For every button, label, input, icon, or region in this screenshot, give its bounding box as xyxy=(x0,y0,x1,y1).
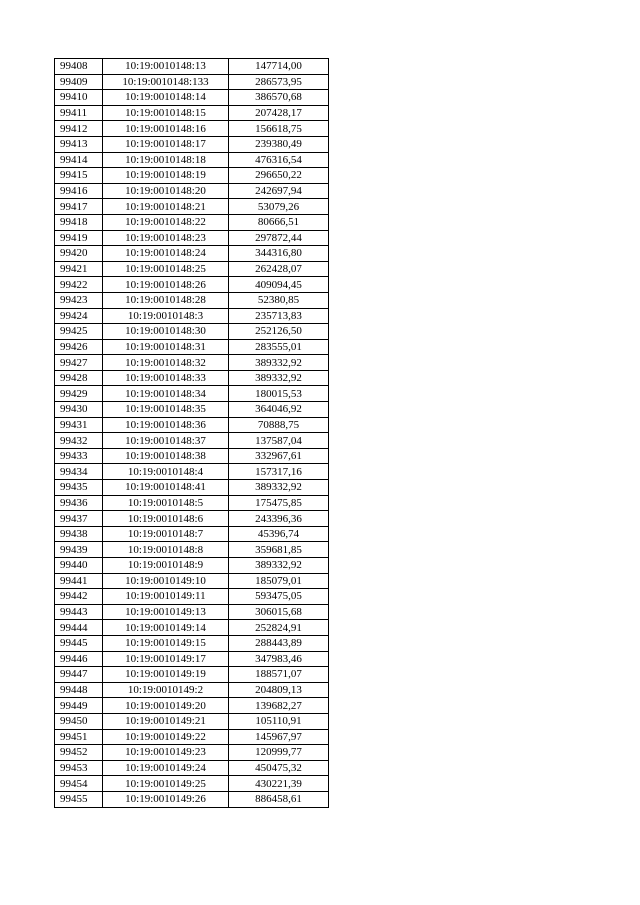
cadastral-number-cell: 10:19:0010148:16 xyxy=(103,121,229,137)
table-row xyxy=(55,277,329,293)
cadastral-number-cell: 10:19:0010148:32 xyxy=(103,355,229,371)
value-cell: 45396,74 xyxy=(229,526,329,542)
value-cell: 180015,53 xyxy=(229,386,329,402)
value-cell: 450475,32 xyxy=(229,760,329,776)
table-row xyxy=(55,433,329,449)
row-number-cell: 99450 xyxy=(55,713,103,729)
cadastral-number-cell: 10:19:0010149:23 xyxy=(103,745,229,761)
table-row xyxy=(55,230,329,246)
value-cell: 145967,97 xyxy=(229,729,329,745)
value-cell: 386570,68 xyxy=(229,90,329,106)
value-cell: 53079,26 xyxy=(229,199,329,215)
row-number-cell: 99419 xyxy=(55,230,103,246)
value-cell: 207428,17 xyxy=(229,105,329,121)
table-row xyxy=(55,152,329,168)
row-number-cell: 99445 xyxy=(55,635,103,651)
row-number-cell: 99434 xyxy=(55,464,103,480)
table-row xyxy=(55,620,329,636)
row-number-cell: 99447 xyxy=(55,667,103,683)
value-cell: 476316,54 xyxy=(229,152,329,168)
table-row xyxy=(55,526,329,542)
table-row xyxy=(55,604,329,620)
value-cell: 137587,04 xyxy=(229,433,329,449)
value-cell: 389332,92 xyxy=(229,370,329,386)
row-number-cell: 99443 xyxy=(55,604,103,620)
table-row xyxy=(55,292,329,308)
value-cell: 430221,39 xyxy=(229,776,329,792)
row-number-cell: 99436 xyxy=(55,495,103,511)
cadastral-number-cell: 10:19:0010148:5 xyxy=(103,495,229,511)
row-number-cell: 99422 xyxy=(55,277,103,293)
value-cell: 175475,85 xyxy=(229,495,329,511)
table-row xyxy=(55,105,329,121)
table-row xyxy=(55,573,329,589)
value-cell: 347983,46 xyxy=(229,651,329,667)
value-cell: 243396,36 xyxy=(229,511,329,527)
row-number-cell: 99416 xyxy=(55,183,103,199)
value-cell: 80666,51 xyxy=(229,214,329,230)
cadastral-number-cell: 10:19:0010148:6 xyxy=(103,511,229,527)
cadastral-number-cell: 10:19:0010148:23 xyxy=(103,230,229,246)
value-cell: 70888,75 xyxy=(229,417,329,433)
table-row xyxy=(55,495,329,511)
value-cell: 185079,01 xyxy=(229,573,329,589)
table-row xyxy=(55,417,329,433)
cadastral-number-cell: 10:19:0010148:37 xyxy=(103,433,229,449)
row-number-cell: 99428 xyxy=(55,370,103,386)
table-row xyxy=(55,90,329,106)
data-table xyxy=(54,58,329,808)
cadastral-number-cell: 10:19:0010148:13 xyxy=(103,59,229,75)
row-number-cell: 99430 xyxy=(55,402,103,418)
row-number-cell: 99439 xyxy=(55,542,103,558)
value-cell: 252824,91 xyxy=(229,620,329,636)
cadastral-number-cell: 10:19:0010149:25 xyxy=(103,776,229,792)
cadastral-number-cell: 10:19:0010148:21 xyxy=(103,199,229,215)
row-number-cell: 99444 xyxy=(55,620,103,636)
value-cell: 52380,85 xyxy=(229,292,329,308)
value-cell: 262428,07 xyxy=(229,261,329,277)
value-cell: 120999,77 xyxy=(229,745,329,761)
row-number-cell: 99418 xyxy=(55,214,103,230)
value-cell: 204809,13 xyxy=(229,682,329,698)
cadastral-number-cell: 10:19:0010148:25 xyxy=(103,261,229,277)
row-number-cell: 99437 xyxy=(55,511,103,527)
table-row xyxy=(55,370,329,386)
table-row xyxy=(55,651,329,667)
row-number-cell: 99424 xyxy=(55,308,103,324)
cadastral-number-cell: 10:19:0010148:22 xyxy=(103,214,229,230)
table-row xyxy=(55,667,329,683)
table-body xyxy=(55,59,329,808)
cadastral-number-cell: 10:19:0010148:3 xyxy=(103,308,229,324)
table-row xyxy=(55,791,329,807)
table-row xyxy=(55,760,329,776)
table-row xyxy=(55,59,329,75)
cadastral-number-cell: 10:19:0010148:9 xyxy=(103,558,229,574)
value-cell: 157317,16 xyxy=(229,464,329,480)
value-cell: 389332,92 xyxy=(229,558,329,574)
cadastral-number-cell: 10:19:0010148:19 xyxy=(103,168,229,184)
value-cell: 288443,89 xyxy=(229,635,329,651)
value-cell: 886458,61 xyxy=(229,791,329,807)
value-cell: 296650,22 xyxy=(229,168,329,184)
value-cell: 332967,61 xyxy=(229,448,329,464)
table-row xyxy=(55,246,329,262)
value-cell: 147714,00 xyxy=(229,59,329,75)
value-cell: 359681,85 xyxy=(229,542,329,558)
table-row xyxy=(55,121,329,137)
value-cell: 283555,01 xyxy=(229,339,329,355)
row-number-cell: 99435 xyxy=(55,480,103,496)
cadastral-number-cell: 10:19:0010149:14 xyxy=(103,620,229,636)
value-cell: 235713,83 xyxy=(229,308,329,324)
cadastral-number-cell: 10:19:0010149:20 xyxy=(103,698,229,714)
value-cell: 364046,92 xyxy=(229,402,329,418)
value-cell: 286573,95 xyxy=(229,74,329,90)
cadastral-number-cell: 10:19:0010148:20 xyxy=(103,183,229,199)
cadastral-number-cell: 10:19:0010148:7 xyxy=(103,526,229,542)
cadastral-number-cell: 10:19:0010148:4 xyxy=(103,464,229,480)
cadastral-number-cell: 10:19:0010148:17 xyxy=(103,136,229,152)
value-cell: 188571,07 xyxy=(229,667,329,683)
value-cell: 156618,75 xyxy=(229,121,329,137)
row-number-cell: 99426 xyxy=(55,339,103,355)
table-row xyxy=(55,729,329,745)
table-row xyxy=(55,464,329,480)
table-row xyxy=(55,214,329,230)
row-number-cell: 99454 xyxy=(55,776,103,792)
row-number-cell: 99429 xyxy=(55,386,103,402)
row-number-cell: 99441 xyxy=(55,573,103,589)
table-row xyxy=(55,136,329,152)
table-row xyxy=(55,402,329,418)
cadastral-number-cell: 10:19:0010148:35 xyxy=(103,402,229,418)
cadastral-number-cell: 10:19:0010148:38 xyxy=(103,448,229,464)
value-cell: 344316,80 xyxy=(229,246,329,262)
cadastral-number-cell: 10:19:0010148:31 xyxy=(103,339,229,355)
cadastral-number-cell: 10:19:0010148:34 xyxy=(103,386,229,402)
table-row xyxy=(55,183,329,199)
value-cell: 409094,45 xyxy=(229,277,329,293)
cadastral-number-cell: 10:19:0010148:8 xyxy=(103,542,229,558)
cadastral-number-cell: 10:19:0010149:21 xyxy=(103,713,229,729)
value-cell: 252126,50 xyxy=(229,324,329,340)
row-number-cell: 99420 xyxy=(55,246,103,262)
table-row xyxy=(55,199,329,215)
value-cell: 389332,92 xyxy=(229,480,329,496)
row-number-cell: 99413 xyxy=(55,136,103,152)
row-number-cell: 99452 xyxy=(55,745,103,761)
table-row xyxy=(55,324,329,340)
table-row xyxy=(55,589,329,605)
table-row xyxy=(55,698,329,714)
table-row xyxy=(55,448,329,464)
cadastral-number-cell: 10:19:0010149:11 xyxy=(103,589,229,605)
table-row xyxy=(55,480,329,496)
row-number-cell: 99455 xyxy=(55,791,103,807)
cadastral-number-cell: 10:19:0010149:17 xyxy=(103,651,229,667)
cadastral-number-cell: 10:19:0010149:10 xyxy=(103,573,229,589)
cadastral-number-cell: 10:19:0010149:22 xyxy=(103,729,229,745)
table-row xyxy=(55,542,329,558)
cadastral-number-cell: 10:19:0010148:28 xyxy=(103,292,229,308)
value-cell: 239380,49 xyxy=(229,136,329,152)
row-number-cell: 99449 xyxy=(55,698,103,714)
row-number-cell: 99425 xyxy=(55,324,103,340)
cadastral-number-cell: 10:19:0010148:41 xyxy=(103,480,229,496)
table-row xyxy=(55,776,329,792)
value-cell: 306015,68 xyxy=(229,604,329,620)
row-number-cell: 99438 xyxy=(55,526,103,542)
row-number-cell: 99415 xyxy=(55,168,103,184)
value-cell: 105110,91 xyxy=(229,713,329,729)
cadastral-number-cell: 10:19:0010149:2 xyxy=(103,682,229,698)
table-row xyxy=(55,74,329,90)
table-row xyxy=(55,558,329,574)
cadastral-number-cell: 10:19:0010148:26 xyxy=(103,277,229,293)
row-number-cell: 99448 xyxy=(55,682,103,698)
cadastral-number-cell: 10:19:0010148:18 xyxy=(103,152,229,168)
row-number-cell: 99431 xyxy=(55,417,103,433)
row-number-cell: 99408 xyxy=(55,59,103,75)
row-number-cell: 99451 xyxy=(55,729,103,745)
row-number-cell: 99427 xyxy=(55,355,103,371)
cadastral-number-cell: 10:19:0010149:26 xyxy=(103,791,229,807)
cadastral-number-cell: 10:19:0010148:133 xyxy=(103,74,229,90)
cadastral-number-cell: 10:19:0010149:19 xyxy=(103,667,229,683)
table-row xyxy=(55,635,329,651)
row-number-cell: 99453 xyxy=(55,760,103,776)
row-number-cell: 99412 xyxy=(55,121,103,137)
row-number-cell: 99442 xyxy=(55,589,103,605)
cadastral-number-cell: 10:19:0010149:15 xyxy=(103,635,229,651)
cadastral-number-cell: 10:19:0010148:24 xyxy=(103,246,229,262)
row-number-cell: 99421 xyxy=(55,261,103,277)
value-cell: 593475,05 xyxy=(229,589,329,605)
row-number-cell: 99423 xyxy=(55,292,103,308)
value-cell: 389332,92 xyxy=(229,355,329,371)
cadastral-number-cell: 10:19:0010149:24 xyxy=(103,760,229,776)
table-row xyxy=(55,355,329,371)
row-number-cell: 99411 xyxy=(55,105,103,121)
row-number-cell: 99433 xyxy=(55,448,103,464)
row-number-cell: 99417 xyxy=(55,199,103,215)
cadastral-number-cell: 10:19:0010148:15 xyxy=(103,105,229,121)
row-number-cell: 99414 xyxy=(55,152,103,168)
row-number-cell: 99410 xyxy=(55,90,103,106)
row-number-cell: 99446 xyxy=(55,651,103,667)
value-cell: 297872,44 xyxy=(229,230,329,246)
value-cell: 242697,94 xyxy=(229,183,329,199)
table-row xyxy=(55,261,329,277)
cadastral-number-cell: 10:19:0010149:13 xyxy=(103,604,229,620)
table-row xyxy=(55,386,329,402)
table-row xyxy=(55,308,329,324)
row-number-cell: 99432 xyxy=(55,433,103,449)
table-row xyxy=(55,511,329,527)
table-row xyxy=(55,745,329,761)
row-number-cell: 99409 xyxy=(55,74,103,90)
cadastral-number-cell: 10:19:0010148:14 xyxy=(103,90,229,106)
cadastral-number-cell: 10:19:0010148:33 xyxy=(103,370,229,386)
table-row xyxy=(55,713,329,729)
value-cell: 139682,27 xyxy=(229,698,329,714)
row-number-cell: 99440 xyxy=(55,558,103,574)
table-row xyxy=(55,339,329,355)
cadastral-number-cell: 10:19:0010148:30 xyxy=(103,324,229,340)
table-row xyxy=(55,682,329,698)
cadastral-number-cell: 10:19:0010148:36 xyxy=(103,417,229,433)
table-row xyxy=(55,168,329,184)
